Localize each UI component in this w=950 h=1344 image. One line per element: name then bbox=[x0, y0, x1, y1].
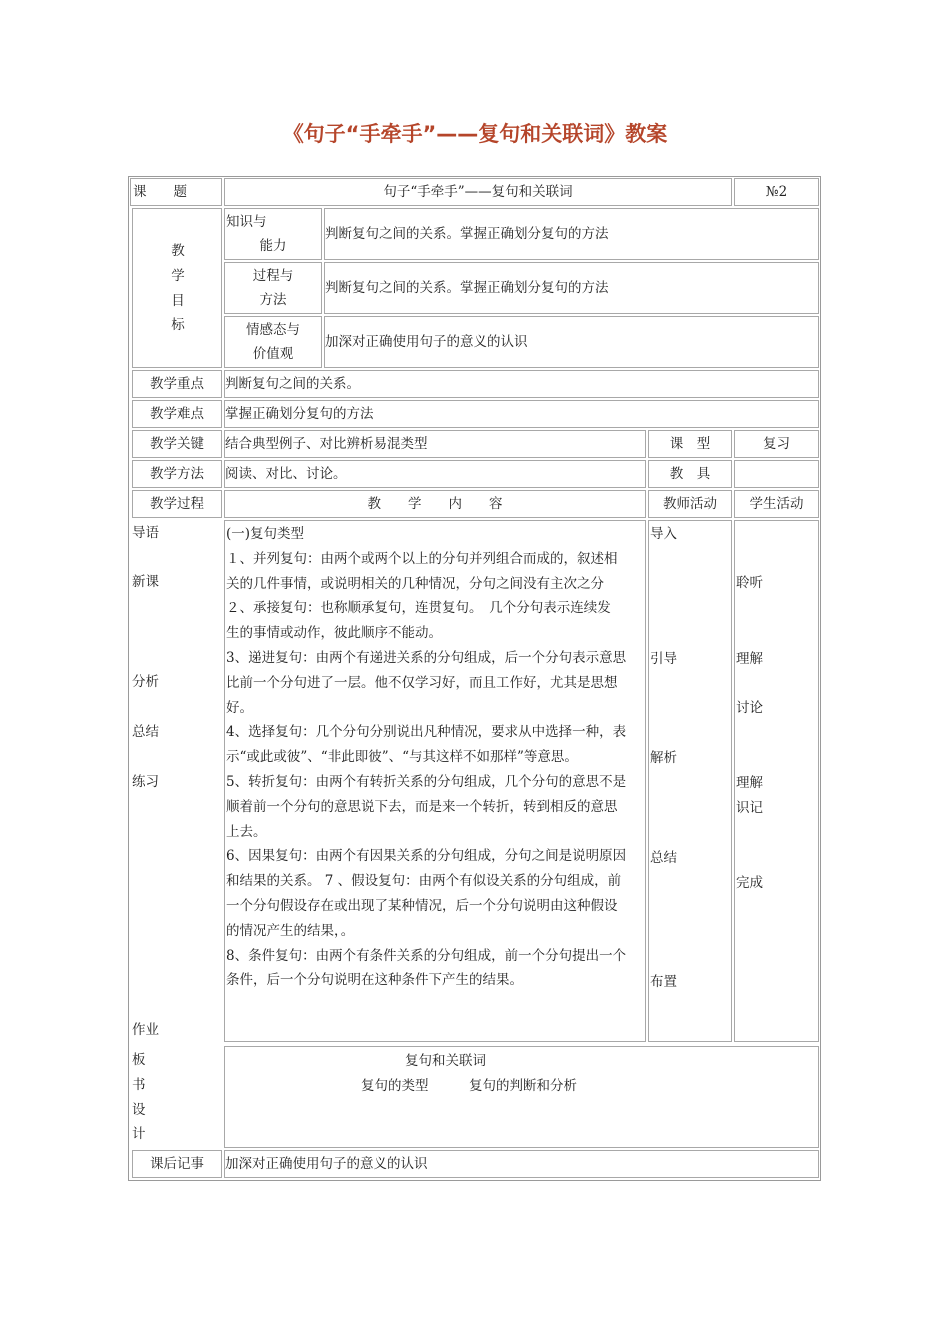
goal-process-label-cell bbox=[224, 262, 322, 314]
method-content-cell bbox=[224, 460, 646, 488]
goal-attitude-label-cell bbox=[224, 316, 322, 368]
board-content-cell bbox=[224, 1046, 819, 1148]
process-label: 教学过程 bbox=[150, 495, 204, 512]
content-line: 和结果的关系。 7 、假设复句：由两个有似设关系的分句组成，前 bbox=[226, 873, 622, 890]
board-line2-left: 复句的类型 bbox=[361, 1078, 429, 1094]
goal-process-label-l1: 过程与 bbox=[252, 268, 294, 284]
key-point-content: 判断复句之间的关系。 bbox=[225, 375, 360, 392]
notes-label: 课后记事 bbox=[150, 1155, 204, 1172]
board-line2-right: 复句的判断和分析 bbox=[469, 1078, 577, 1094]
step-item: 练习 bbox=[132, 774, 159, 790]
difficulty-content-cell bbox=[224, 400, 819, 428]
content-line: (一)复句类型 bbox=[226, 526, 305, 542]
board-label-char: 设 bbox=[132, 1101, 146, 1118]
step-item: 总结 bbox=[132, 724, 159, 740]
content-line: 生的事情或动作，彼此顺序不能动。 bbox=[226, 625, 442, 642]
board-label-char: 书 bbox=[132, 1076, 146, 1093]
student-act: 讨论 bbox=[736, 700, 763, 716]
teacher-act: 解析 bbox=[650, 750, 677, 766]
step-item: 作业 bbox=[132, 1022, 159, 1038]
key-label: 教学关键 bbox=[150, 435, 204, 452]
content-line: 顺着前一个分句的意思说下去，而是来一个转折，转到相反的意思 bbox=[226, 798, 618, 815]
notes-content-cell bbox=[224, 1150, 819, 1178]
goal-attitude-content: 加深对正确使用句子的意义的认识 bbox=[325, 333, 528, 350]
process-content-header-cell bbox=[224, 490, 646, 518]
content-line: 好。 bbox=[226, 699, 253, 716]
content-line: 比前一个分句进了一层。他不仅学习好，而且工作好，尤其是思想 bbox=[226, 674, 618, 691]
process-steps-cell bbox=[130, 520, 222, 1042]
notes-content: 加深对正确使用句子的意义的认识 bbox=[225, 1155, 428, 1172]
goal-knowledge-label-l1: 知识与 bbox=[226, 214, 267, 230]
key-point-label: 教学重点 bbox=[150, 375, 204, 392]
topic-label: 课 题 bbox=[133, 183, 187, 200]
student-act: 完成 bbox=[736, 875, 763, 891]
goal-knowledge-label-cell bbox=[224, 208, 322, 260]
content-line: 4、选择复句：几个分句分别说出凡种情况，要求从中选择一种，表 bbox=[226, 724, 627, 741]
key-point-content-cell bbox=[224, 370, 819, 398]
goals-label-cell bbox=[132, 208, 222, 368]
content-line: １、并列复句：由两个或两个以上的分句并列组合而成的，叙述相 bbox=[226, 550, 618, 567]
goals-label-char: 标 bbox=[171, 317, 185, 334]
goals-label-char: 目 bbox=[171, 292, 185, 309]
lesson-number: №2 bbox=[765, 183, 788, 200]
goal-process-label-l2: 方法 bbox=[259, 292, 287, 308]
topic-label-cell bbox=[130, 178, 222, 206]
content-line: 6、因果复句：由两个有因果关系的分句组成，分句之间是说明原因 bbox=[226, 848, 627, 865]
step-item: 新课 bbox=[132, 574, 159, 590]
difficulty-label-cell bbox=[132, 400, 222, 428]
board-label-char: 板 bbox=[132, 1052, 146, 1068]
key-content: 结合典型例子、对比辨析易混类型 bbox=[225, 435, 428, 452]
step-item: 导语 bbox=[132, 525, 159, 541]
key-label-cell bbox=[132, 430, 222, 458]
content-line: 的情况产生的结果，。 bbox=[226, 922, 355, 939]
goal-knowledge-label-l2: 能力 bbox=[259, 238, 287, 254]
lesson-type-label: 课 型 bbox=[669, 435, 711, 452]
board-label-cell bbox=[130, 1046, 222, 1148]
content-line: 条件，后一个分句说明在这种条件下产生的结果。 bbox=[226, 972, 523, 989]
student-act: 聆听 bbox=[736, 575, 763, 591]
teacher-activity-header: 教师活动 bbox=[663, 495, 717, 512]
process-content-text bbox=[226, 522, 646, 993]
board-line1: 复句和关联词 bbox=[405, 1053, 486, 1069]
student-act: 理解 bbox=[736, 651, 763, 667]
process-label-cell bbox=[132, 490, 222, 518]
page-title: 《句子“手牵手”——复句和关联词》教案 bbox=[282, 122, 668, 146]
topic-value: 句子“手牵手”——复句和关联词 bbox=[383, 183, 573, 200]
lesson-type-value: 复习 bbox=[763, 435, 790, 452]
lesson-type-value-cell bbox=[734, 430, 819, 458]
content-line: 示“或此或彼”、“非此即彼”、“与其这样不如那样”等意思。 bbox=[226, 749, 578, 766]
content-line: 关的几件事情，或说明相关的几种情况，分句之间没有主次之分 bbox=[226, 575, 604, 592]
tools-label-cell bbox=[648, 460, 732, 488]
goals-label-char: 教 bbox=[171, 243, 185, 259]
step-item: 分析 bbox=[132, 674, 159, 690]
student-act: 理解 bbox=[736, 775, 763, 791]
tools-value-cell bbox=[734, 460, 819, 488]
notes-label-cell bbox=[132, 1150, 222, 1178]
goals-label-char: 学 bbox=[171, 267, 185, 284]
difficulty-label: 教学难点 bbox=[150, 405, 204, 422]
lesson-type-label-cell bbox=[648, 430, 732, 458]
process-content-cell bbox=[224, 520, 646, 1042]
student-activity-header: 学生活动 bbox=[749, 495, 804, 512]
tools-label: 教 具 bbox=[669, 465, 711, 482]
method-label: 教学方法 bbox=[150, 465, 204, 482]
student-act: 识记 bbox=[736, 800, 763, 816]
goal-process-content-cell bbox=[324, 262, 819, 314]
goal-attitude-label-l2: 价值观 bbox=[252, 346, 294, 362]
key-point-label-cell bbox=[132, 370, 222, 398]
method-label-cell bbox=[132, 460, 222, 488]
student-activity-header-cell bbox=[734, 490, 819, 518]
teacher-act: 导入 bbox=[650, 526, 677, 542]
board-label-char: 计 bbox=[132, 1126, 146, 1143]
lesson-number-cell bbox=[734, 178, 819, 206]
teacher-activity-cell bbox=[648, 520, 732, 1042]
content-line: 8、条件复句：由两个有条件关系的分句组成，前一个分句提出一个 bbox=[226, 947, 627, 964]
teacher-act: 总结 bbox=[650, 850, 677, 866]
process-content-header: 教 学 内 容 bbox=[367, 495, 503, 512]
teacher-activity-header-cell bbox=[648, 490, 732, 518]
content-line: 3、递进复句：由两个有递进关系的分句组成，后一个分句表示意思 bbox=[226, 649, 627, 666]
teacher-act: 布置 bbox=[650, 974, 677, 990]
goal-knowledge-content-cell bbox=[324, 208, 819, 260]
goal-attitude-label-l1: 情感态与 bbox=[246, 322, 300, 338]
topic-value-cell bbox=[224, 178, 732, 206]
goal-attitude-content-cell bbox=[324, 316, 819, 368]
key-content-cell bbox=[224, 430, 646, 458]
content-line: 5、转折复句：由两个有转折关系的分句组成，几个分句的意思不是 bbox=[226, 773, 627, 790]
goal-knowledge-content: 判断复句之间的关系。掌握正确划分复句的方法 bbox=[325, 225, 609, 242]
content-line: 上去。 bbox=[226, 823, 267, 840]
student-activity-cell bbox=[734, 520, 819, 1042]
content-line: 一个分句假设存在或出现了某种情况，后一个分句说明由这种假设 bbox=[226, 897, 618, 914]
goal-process-content: 判断复句之间的关系。掌握正确划分复句的方法 bbox=[325, 279, 609, 296]
difficulty-content: 掌握正确划分复句的方法 bbox=[225, 405, 374, 422]
teacher-act: 引导 bbox=[650, 651, 677, 667]
method-content: 阅读、对比、讨论。 bbox=[225, 465, 347, 482]
content-line: ２、承接复句：也称顺承复句，连贯复句。 几个分句表示连续发 bbox=[226, 600, 611, 617]
